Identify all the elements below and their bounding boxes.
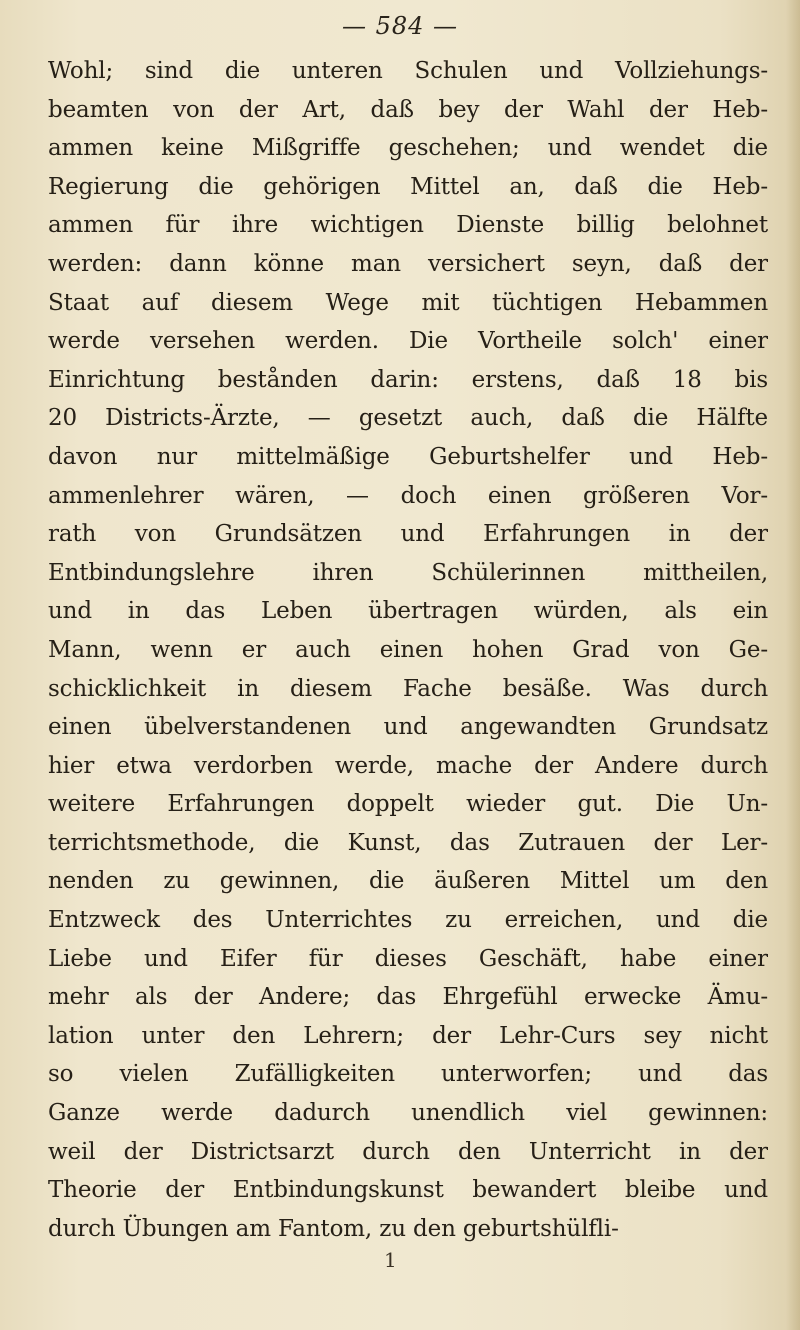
- text-line: Ganze werde dadurch unendlich viel gewinnen:: [48, 1100, 768, 1127]
- text-line: einen übelverstandenen und angewandten Grundsatz: [48, 714, 768, 741]
- text-line: davon nur mittelmäßige Geburtshelfer und Heb-: [48, 443, 768, 470]
- body-text: [48, 52, 768, 1248]
- text-line: beamten von der Art, daß bey der Wahl der Heb-: [48, 96, 768, 123]
- text-line: Mann, wenn er auch einen hohen Grad von Ge-: [48, 636, 768, 663]
- text-line: lation unter den Lehrern; der Lehr-Curs sey nicht: [48, 1022, 768, 1049]
- page-edge-shadow: [786, 0, 800, 1330]
- text-line: so vielen Zufälligkeiten unterworfen; und das: [48, 1061, 768, 1088]
- text-line: 20 Districts-Ärzte, — gesetzt auch, daß die Hälfte: [48, 405, 768, 432]
- text-line: ammen für ihre wichtigen Dienste billig belohnet: [48, 212, 768, 239]
- text-line: Einrichtung bestånden darin: erstens, daß 18 bis: [48, 366, 768, 393]
- text-line: ammen keine Mißgriffe geschehen; und wendet die: [48, 135, 768, 162]
- text-line: Entbindungslehre ihren Schülerinnen mittheilen,: [48, 559, 768, 586]
- text-line: Theorie der Entbindungskunst bewandert bleibe und: [48, 1177, 768, 1204]
- text-line: hier etwa verdorben werde, mache der Andere durch: [48, 752, 768, 779]
- text-line: rath von Grundsätzen und Erfahrungen in der: [48, 521, 768, 548]
- text-line: schicklichkeit in diesem Fache besäße. Was durch: [48, 675, 768, 702]
- text-line: nenden zu gewinnen, die äußeren Mittel um den: [48, 868, 768, 895]
- text-line: werde versehen werden. Die Vortheile solch' einer: [48, 328, 768, 355]
- text-line: Wohl; sind die unteren Schulen und Vollziehungs-: [48, 58, 768, 84]
- page-number: — 584 —: [341, 12, 459, 40]
- text-line: Liebe und Eifer für dieses Geschäft, habe einer: [48, 945, 768, 972]
- text-line: weil der Districtsarzt durch den Unterricht in der: [48, 1138, 768, 1165]
- text-line: Staat auf diesem Wege mit tüchtigen Hebammen: [48, 289, 768, 316]
- text-line: ammenlehrer wären, — doch einen größeren Vor-: [48, 482, 768, 509]
- signature-mark: 1: [384, 1248, 397, 1272]
- text-line: mehr als der Andere; das Ehrgefühl erwecke Ämu-: [48, 984, 768, 1011]
- text-line: werden: dann könne man versichert seyn, daß der: [48, 250, 768, 277]
- text-line: und in das Leben übertragen würden, als ein: [48, 598, 768, 625]
- text-line: durch Übungen am Fantom, zu den geburtshülfli-: [48, 1215, 619, 1242]
- text-line: Entzweck des Unterrichtes zu erreichen, und die: [48, 907, 768, 934]
- text-line: Regierung die gehörigen Mittel an, daß die Heb-: [48, 173, 768, 200]
- text-line: weitere Erfahrungen doppelt wieder gut. Die Un-: [48, 791, 768, 818]
- text-line: terrichtsmethode, die Kunst, das Zutrauen der Ler-: [48, 829, 768, 856]
